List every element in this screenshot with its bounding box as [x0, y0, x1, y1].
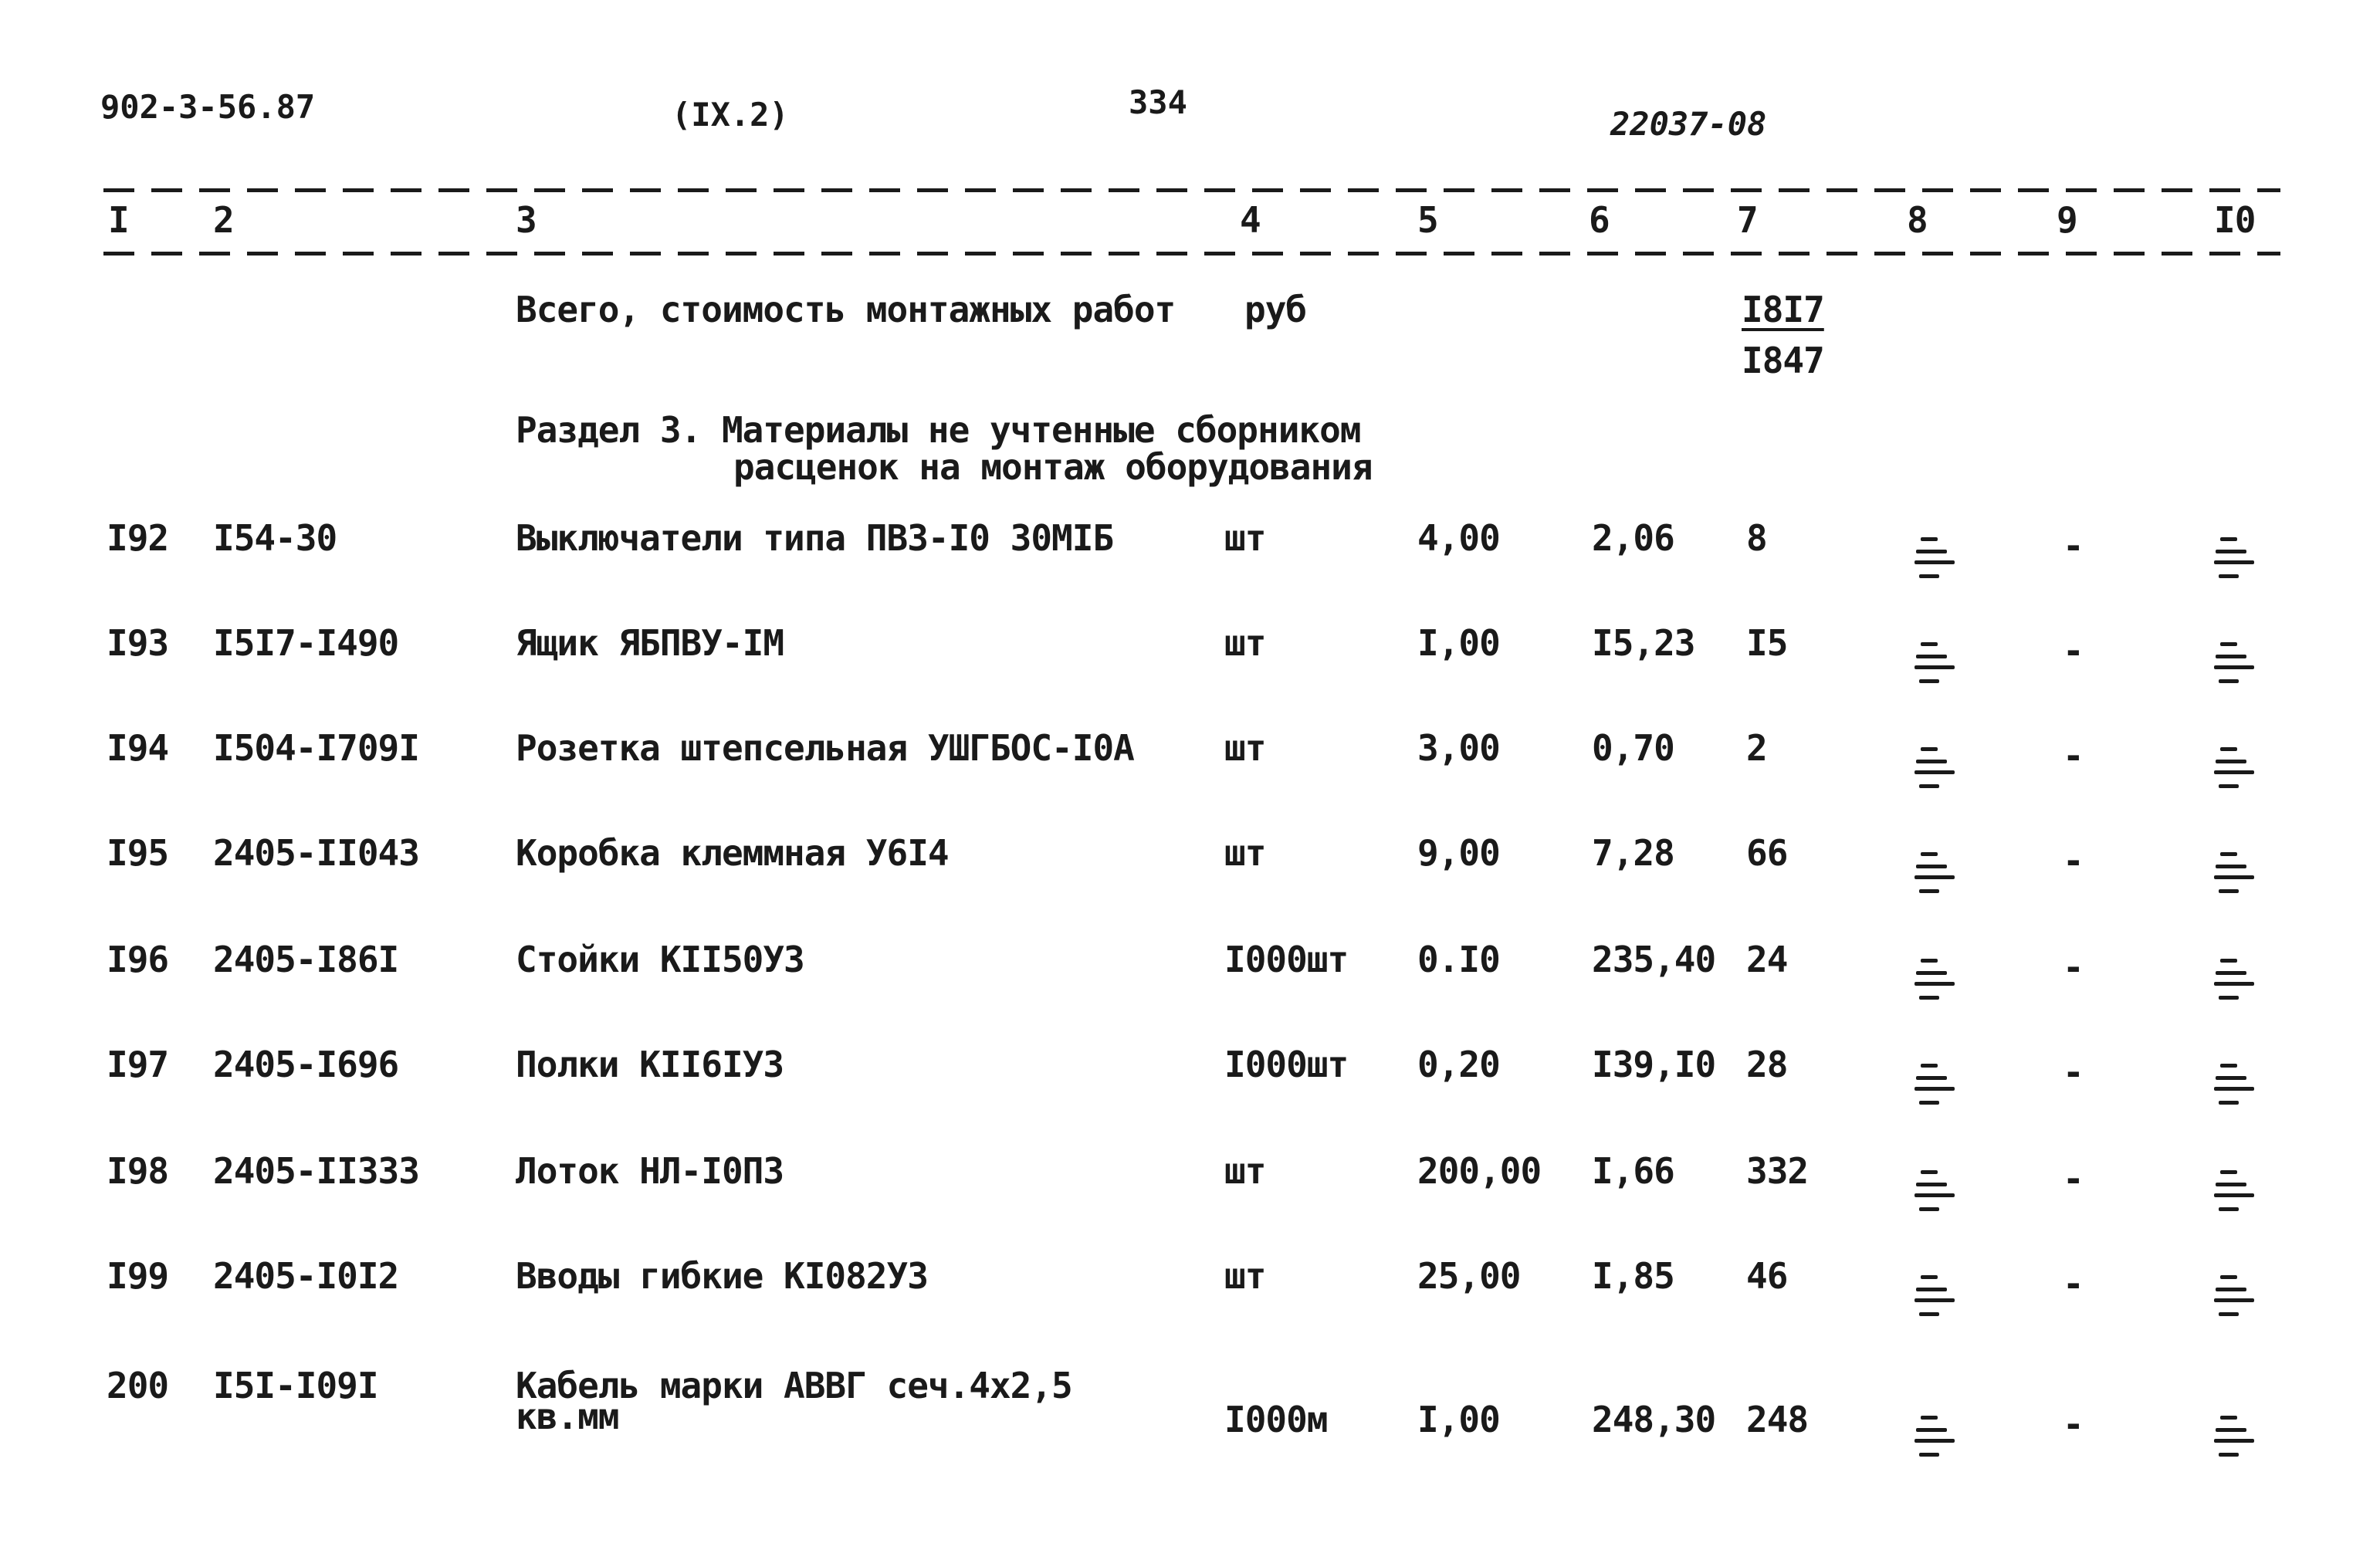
col10-ditto-mark [2212, 954, 2259, 1000]
total-cost: 8 [1746, 517, 1767, 559]
row-number: I97 [107, 1044, 169, 1085]
col-header-7: 7 [1737, 199, 1758, 241]
quantity: 4,00 [1417, 517, 1500, 559]
col9-dash: - [2063, 946, 2084, 988]
catalog-code: I5I-I09I [213, 1365, 378, 1406]
col9-dash: - [2063, 735, 2084, 777]
row-number: I96 [107, 939, 169, 980]
col9-dash: - [2063, 1403, 2084, 1445]
total-cost: 248 [1746, 1399, 1809, 1440]
unit-price: 2,06 [1592, 517, 1674, 559]
quantity: 0,20 [1417, 1044, 1500, 1085]
col9-dash: - [2063, 1263, 2084, 1305]
unit: шт [1224, 1150, 1266, 1192]
unit: I000м [1224, 1399, 1328, 1440]
material-name: Выключатели типа ПВЗ-I0 30МIБ [516, 517, 1114, 559]
header-rule-top [103, 188, 2280, 192]
col8-ditto-mark [1913, 1411, 1959, 1457]
col10-ditto-mark [2212, 1271, 2259, 1317]
quantity: 0.I0 [1417, 939, 1500, 980]
unit: шт [1224, 832, 1266, 874]
unit: шт [1224, 727, 1266, 769]
col10-ditto-mark [2212, 638, 2259, 684]
material-name: Ящик ЯБПВУ-IМ [516, 622, 784, 664]
section-title-line1: Раздел 3. Материалы не учтенные сборником [516, 409, 1361, 451]
page-number: 334 [1129, 83, 1187, 121]
total-value-top: I8I7 [1742, 289, 1824, 330]
unit-price: I5,23 [1592, 622, 1695, 664]
col9-dash: - [2063, 1158, 2084, 1200]
col-header-4: 4 [1240, 199, 1261, 241]
total-label: Всего, стоимость монтажных работ [516, 289, 1176, 330]
catalog-code: I504-I709I [213, 727, 419, 769]
total-unit: руб [1244, 289, 1307, 330]
unit-price: I,85 [1592, 1255, 1674, 1297]
col10-ditto-mark [2212, 1411, 2259, 1457]
total-cost: I5 [1746, 622, 1788, 664]
catalog-code: 2405-I696 [213, 1044, 399, 1085]
catalog-code: I54-30 [213, 517, 337, 559]
unit: I000шт [1224, 939, 1349, 980]
col-header-9: 9 [2057, 199, 2077, 241]
material-name: Кабель марки АВВГ сеч.4х2,5 [516, 1365, 1072, 1406]
material-name: Стойки КII50У3 [516, 939, 804, 980]
col10-ditto-mark [2212, 743, 2259, 789]
unit: шт [1224, 517, 1266, 559]
material-name: Коробка клеммная У6I4 [516, 832, 949, 874]
row-number: I93 [107, 622, 169, 664]
col9-dash: - [2063, 630, 2084, 672]
quantity: 200,00 [1417, 1150, 1542, 1192]
unit-price: I39,I0 [1592, 1044, 1716, 1085]
col8-ditto-mark [1913, 533, 1959, 579]
total-cost: 66 [1746, 832, 1788, 874]
row-number: I99 [107, 1255, 169, 1297]
material-name-continued: кв.мм [516, 1396, 619, 1437]
total-cost: 28 [1746, 1044, 1788, 1085]
section-title-line2: расценок на монтаж оборудования [733, 446, 1373, 488]
catalog-code: 2405-I86I [213, 939, 399, 980]
total-cost: 24 [1746, 939, 1788, 980]
unit-price: 248,30 [1592, 1399, 1716, 1440]
col-header-8: 8 [1907, 199, 1928, 241]
catalog-code: 2405-II043 [213, 832, 419, 874]
row-number: I94 [107, 727, 169, 769]
col10-ditto-mark [2212, 533, 2259, 579]
row-number: I98 [107, 1150, 169, 1192]
col10-ditto-mark [2212, 1059, 2259, 1105]
col8-ditto-mark [1913, 848, 1959, 894]
col8-ditto-mark [1913, 638, 1959, 684]
col-header-5: 5 [1417, 199, 1438, 241]
catalog-code: 2405-II333 [213, 1150, 419, 1192]
quantity: 3,00 [1417, 727, 1500, 769]
material-name: Розетка штепсельная УШГБОС-I0А [516, 727, 1134, 769]
quantity: 9,00 [1417, 832, 1500, 874]
col9-dash: - [2063, 525, 2084, 567]
quantity: I,00 [1417, 1399, 1500, 1440]
col8-ditto-mark [1913, 1059, 1959, 1105]
unit: шт [1224, 622, 1266, 664]
col-header-2: 2 [213, 199, 234, 241]
material-name: Вводы гибкие КI082У3 [516, 1255, 928, 1297]
total-cost: 2 [1746, 727, 1767, 769]
col8-ditto-mark [1913, 743, 1959, 789]
row-number: I95 [107, 832, 169, 874]
col-header-6: 6 [1589, 199, 1610, 241]
row-number: I92 [107, 517, 169, 559]
quantity: I,00 [1417, 622, 1500, 664]
col-header-10: I0 [2214, 199, 2256, 241]
col9-dash: - [2063, 840, 2084, 882]
col8-ditto-mark [1913, 954, 1959, 1000]
unit-price: 7,28 [1592, 832, 1674, 874]
unit-price: I,66 [1592, 1150, 1674, 1192]
unit-price: 0,70 [1592, 727, 1674, 769]
material-name: Лоток НЛ-I0П3 [516, 1150, 784, 1192]
unit: I000шт [1224, 1044, 1349, 1085]
header-rule-bottom [103, 252, 2280, 256]
material-name: Полки КII6IУ3 [516, 1044, 784, 1085]
col10-ditto-mark [2212, 1166, 2259, 1212]
col8-ditto-mark [1913, 1166, 1959, 1212]
archive-number: 22037-08 [1610, 105, 1767, 143]
col9-dash: - [2063, 1051, 2084, 1093]
total-cost: 46 [1746, 1255, 1788, 1297]
section-ref: (IX.2) [672, 96, 789, 134]
col-header-1: I [108, 199, 129, 241]
total-cost: 332 [1746, 1150, 1809, 1192]
col8-ditto-mark [1913, 1271, 1959, 1317]
doc-code: 902-3-56.87 [100, 88, 316, 126]
row-number: 200 [107, 1365, 169, 1406]
unit: шт [1224, 1255, 1266, 1297]
unit-price: 235,40 [1592, 939, 1716, 980]
catalog-code: I5I7-I490 [213, 622, 399, 664]
col10-ditto-mark [2212, 848, 2259, 894]
quantity: 25,00 [1417, 1255, 1521, 1297]
catalog-code: 2405-I0I2 [213, 1255, 399, 1297]
col-header-3: 3 [516, 199, 537, 241]
total-value-bottom: I847 [1742, 340, 1824, 381]
